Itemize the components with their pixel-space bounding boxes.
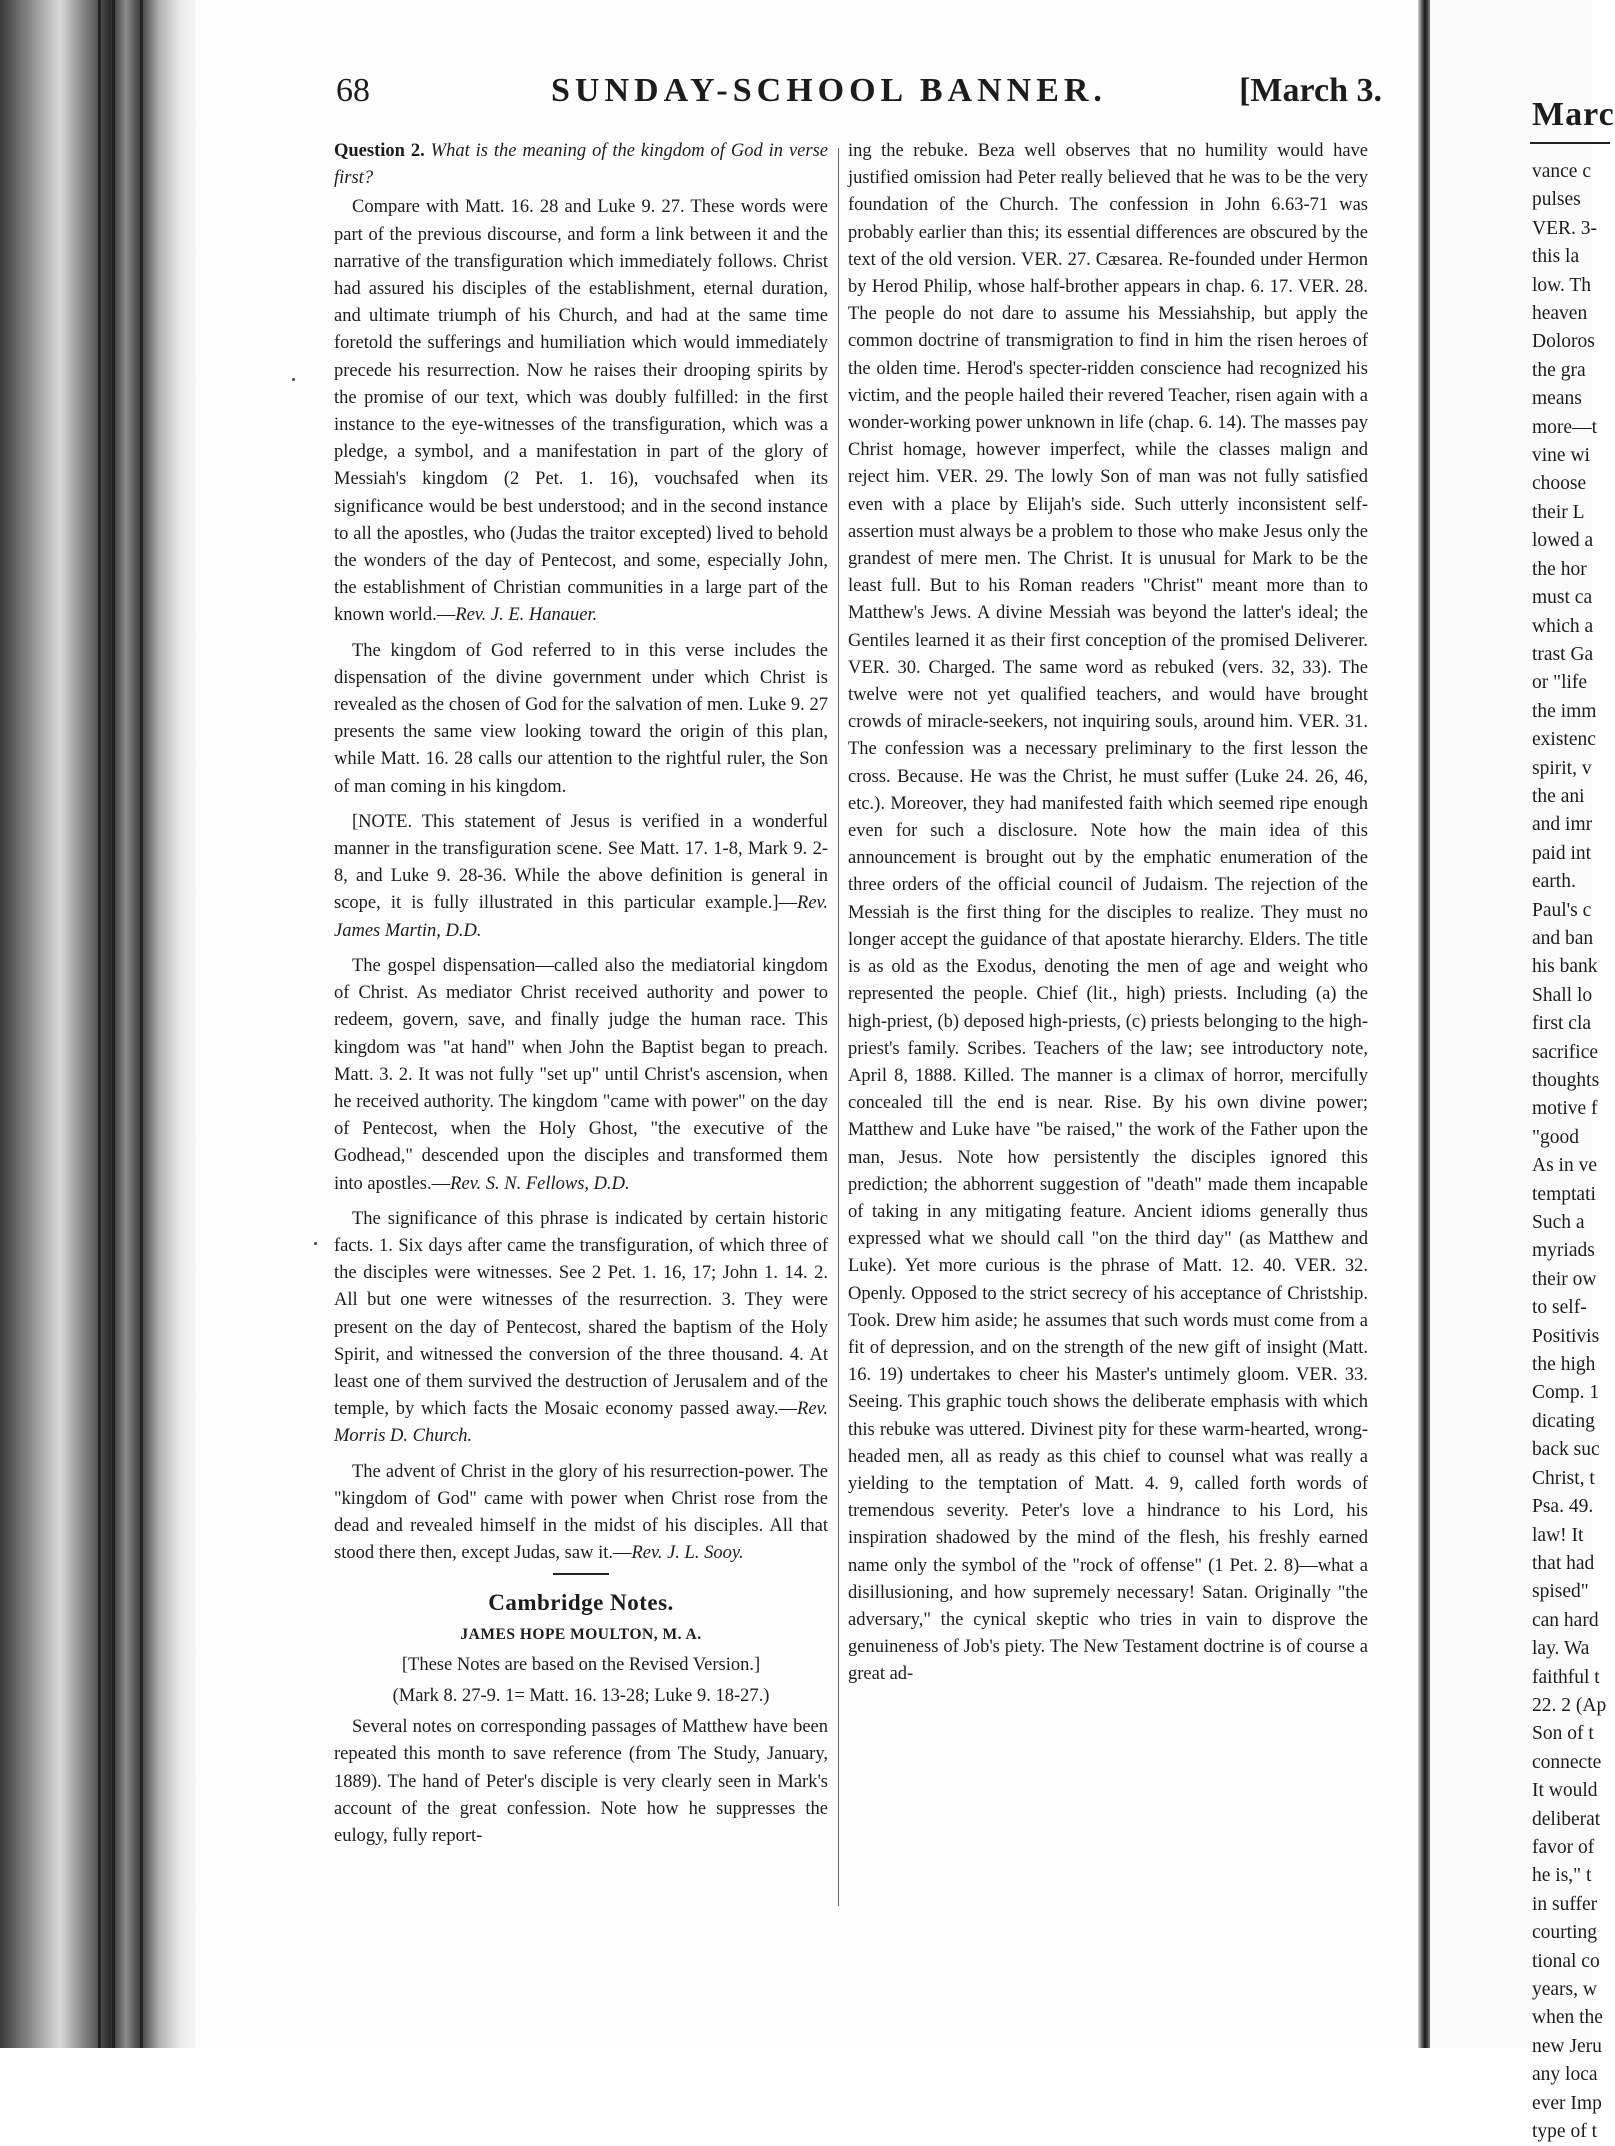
facing-line: to self- bbox=[1532, 1297, 1587, 1319]
facing-line: their L bbox=[1532, 501, 1585, 523]
issue-date: [March 3. bbox=[1239, 72, 1382, 109]
facing-line: the hor bbox=[1532, 558, 1587, 580]
facing-line: new Jeru bbox=[1532, 2035, 1602, 2057]
facing-text bbox=[1532, 158, 1606, 2146]
facing-line: tional co bbox=[1532, 1950, 1600, 1972]
facing-line: can hard bbox=[1532, 1609, 1599, 1631]
question-label: Question 2. bbox=[334, 141, 425, 161]
facing-line: Such a bbox=[1532, 1212, 1585, 1234]
facing-line: choose bbox=[1532, 473, 1587, 495]
page-number: 68 bbox=[336, 72, 370, 109]
facing-line: existenc bbox=[1532, 729, 1596, 751]
facing-line: Psa. 49. bbox=[1532, 1496, 1594, 1518]
print-speck bbox=[292, 378, 295, 381]
answer-author: Rev. Morris D. Church. bbox=[334, 1399, 828, 1447]
facing-line: the ani bbox=[1532, 785, 1585, 807]
facing-line: years, w bbox=[1532, 1979, 1597, 2000]
facing-line: It would bbox=[1532, 1780, 1598, 1802]
facing-line: lowed a bbox=[1532, 530, 1594, 552]
facing-line: Son of t bbox=[1532, 1723, 1594, 1745]
facing-line: trast Ga bbox=[1532, 643, 1594, 665]
column-divider bbox=[838, 148, 839, 1906]
print-speck bbox=[314, 1242, 317, 1245]
answer-paragraph: Compare with Matt. 16. 28 and Luke 9. 27. These words were part of the previous discourse, and form a link between it and the narrative of the transfiguration which immediately follows. Christ had assured his disciples of the establishment, eternal duration, and ultimate triumph of his Church, and had at the same time foretold the sufferings and humiliation which would immediately precede his resurrection. Now he raises their drooping spirits by the promise of our text, which was doubly fulfilled: in the first instance to the eye-witnesses of the transfiguration, which was a pledge, a symbol, and a manifestation in part of the glory of Messiah's kingdom (2 Pet. 1. 16), vouchsafed when its significance would be best understood; and in the second instance to all the apostles, who (Judas the traitor excepted) lived to behold the wonders of the day of Pentecost, and some, especially John, the establishment of Christian communities in a large part of the known world.—Rev. J. E. Hanauer. bbox=[334, 197, 828, 626]
page-gutter-shadow bbox=[1418, 0, 1430, 2048]
byline: JAMES HOPE MOULTON, M. A. bbox=[460, 1625, 702, 1643]
facing-line: dicating bbox=[1532, 1410, 1595, 1432]
answer-author: Rev. J. L. Sooy. bbox=[631, 1543, 744, 1564]
facing-line: faithful t bbox=[1532, 1666, 1600, 1688]
question-heading bbox=[334, 138, 828, 192]
facing-line: favor of bbox=[1532, 1836, 1595, 1858]
answer-paragraph: The advent of Christ in the glory of his resurrection-power. The "kingdom of God" came with power when Christ rose from the dead and revealed himself in the midst of his disciples. All that stood there then, except Judas, saw it.—Rev. J. L. Sooy. bbox=[334, 1461, 828, 1564]
facing-line: connecte bbox=[1532, 1751, 1602, 1773]
facing-page bbox=[1430, 0, 1615, 2143]
facing-line: Comp. 1 bbox=[1532, 1382, 1600, 1404]
answer-paragraph: The significance of this phrase is indicated by certain historic facts. 1. Six days after came the transfiguration, of which three of the disciples were witnesses. See 2 Pet. 1. 16, 17; John 1. 14. 2. All but one were witnesses of the resurrection. 3. They were present on the day of Pentecost, shared the baptism of the Holy Spirit, and witnessed the conversion of the three thousand. 4. At least one of them survived the destruction of Jerusalem and of the temple, by which facts the Mosaic economy passed away.—Rev. Morris D. Church. bbox=[334, 1208, 828, 1447]
facing-line: which a bbox=[1532, 615, 1594, 637]
section-divider bbox=[553, 1573, 609, 1575]
facing-line: law! It bbox=[1532, 1524, 1584, 1546]
facing-line: type of t bbox=[1532, 2121, 1597, 2143]
notes-continuation: ing the rebuke. Beza well observes that no humility would have justified omission had Peter really believed that he was to be the very foundation of the Church. The confession in John 6.63-71 was probably earlier than this; its essential differences are obscured by the text of the old version. VER. 27. Cæsarea. Re-founded under Hermon by Herod Philip, whose half-brother appears in chap. 6. 17. VER. 28. The people do not dare to assume his Messiahship, but apply the common doctrine of transmigration to find in him the risen heroes of the olden time. Herod's specter-ridden conscience had recognized his victim, and the people hailed their revered Teacher, risen again with a wonder-working power unknown in life (chap. 6. 14). The masses pay Christ homage, however imperfect, while the classes malign and reject him. VER. 29. The lowly Son of man was not fully satisfied even with a place by Elijah's side. Such utterly inconsistent self-assertion must always be a problem to those who make Jesus only the grandest of mere men. The Christ. It is unusual for Mark to be the least full. But to his Roman readers "Christ" meant more than to Matthew's Jews. A divine Messiah was beyond the latter's ideal; the Gentiles learned it as their first conception of the promised Deliverer. VER. 30. Charged. The same word as rebuked (vers. 32, 33). The twelve were not yet qualified teachers, and would have brought crowds of miracle-seekers, not inquiring souls, around him. VER. 31. The confession was a necessary preliminary to the first lesson the cross. Because. He was the Christ, he must suffer (Luke 24. 26, 46, etc.). Moreover, they had manifested faith which seemed ripe enough even for such a disclosure. Note how the main idea of this announcement is brought out by the emphatic enumeration of the three orders of the official council of Judaism. The rejection of the Messiah is the first thing for the disciples to realize. They must no longer accept the guidance of that apostate hierarchy. Elders. The title is as old as the Exodus, denoting the men of age and weight who represented the people. Chief (lit., high) priests. Including (a) the high-priest, (b) deposed high-priests, (c) priests belonging to the high-priest's family. Scribes. Teachers of the law; see introductory note, April 8, 1888. Killed. The manner is a climax of horror, mercifully concealed till the end is near. Rise. By his own divine power; Matthew and Luke have "be raised," the work of the Father upon the man, Jesus. Note how persistently the disciples ignored this prediction; the abhorrent suggestion of "death" made them incapable of taking in any mitigating feature. Ancient idioms generally thus expressed what we should call "on the third day" (as Matthew and Luke). Yet more curious is the phrase of Matt. 12. 40. VER. 32. Openly. Opposed to the strict secrecy of his acceptance of Christship. Took. Drew him aside; he assumes that such words must come from a fit of depression, and on the strength of the new gift of insight (Matt. 16. 19) undertakes to cheer his Master's untimely gloom. VER. 33. Seeing. This graphic touch shows the deliberate emphasis with which this rebuke was uttered. Divinest pity for these warm-hearted, wrong-headed men, all as ready as this chief to counsel what was really a yielding to the temptation of Matt. 4. 9, called forth words of tremendous severity. Peter's love a hindrance to his Lord, his inspiration shadowed by the mind of the flesh, his freshly earned name only the symbol of the "rock of offense" (1 Pet. 2. 8)—what a disillusioning, and how supremely necessary! Satan. Originally "the adversary," the cynical skeptic who tries in vain to disprove the genuineness of Job's piety. The New Testament doctrine is of course a great ad- bbox=[848, 141, 1368, 1685]
facing-line: Shall lo bbox=[1532, 984, 1593, 1006]
facing-line: means bbox=[1532, 388, 1582, 410]
facing-line: the gra bbox=[1532, 359, 1586, 381]
facing-line: VER. 3- bbox=[1532, 217, 1597, 239]
facing-line: spirit, v bbox=[1532, 757, 1592, 779]
facing-line: As in ve bbox=[1532, 1155, 1597, 1177]
facing-line: must ca bbox=[1532, 587, 1593, 609]
right-column bbox=[848, 138, 1368, 1689]
facing-line: spised" bbox=[1532, 1581, 1589, 1603]
left-column bbox=[334, 138, 828, 1850]
facing-line: pulses bbox=[1532, 189, 1581, 211]
answer-paragraph: The gospel dispensation—called also the mediatorial kingdom of Christ. As mediator Christ received authority and power to redeem, govern, save, and finally judge the human race. This kingdom was "at hand" when John the Baptist began to preach. Matt. 3. 2. It was not fully "set up" until Christ's ascension, when he received authority. The kingdom "came with power" on the day of Pentecost, when the Holy Ghost, "the executive of the Godhead," descended upon the disciples and transformed them into apostles.—Rev. S. N. Fellows, D.D. bbox=[334, 955, 828, 1194]
facing-line: vine wi bbox=[1532, 445, 1590, 467]
facing-line: his bank bbox=[1532, 956, 1598, 978]
facing-line: first cla bbox=[1532, 1013, 1592, 1035]
facing-line: he is," t bbox=[1532, 1865, 1592, 1887]
answer-author: Rev. J. E. Hanauer. bbox=[455, 605, 598, 626]
facing-line: Paul's c bbox=[1532, 899, 1592, 921]
facing-line: ever Imp bbox=[1532, 2092, 1602, 2114]
facing-line: thoughts bbox=[1532, 1070, 1600, 1091]
answer-author: Rev. James Martin, D.D. bbox=[334, 893, 828, 941]
facing-line: their ow bbox=[1532, 1268, 1597, 1290]
facing-line: and ban bbox=[1532, 927, 1594, 949]
facing-line: Christ, t bbox=[1532, 1467, 1595, 1489]
facing-line: temptati bbox=[1532, 1183, 1596, 1205]
facing-line: "good bbox=[1532, 1126, 1579, 1148]
notes-paragraph: Several notes on corresponding passages of Matthew have been repeated this month to save reference (from The Study, January, 1889). The hand of Peter's disciple is very clearly seen in Mark's account of the great confession. Note how he suppresses the eulogy, fully report- bbox=[334, 1717, 828, 1846]
facing-line: this la bbox=[1532, 246, 1580, 268]
facing-line: myriads bbox=[1532, 1240, 1595, 1262]
facing-line: earth. bbox=[1532, 871, 1576, 893]
facing-line: in suffer bbox=[1532, 1893, 1598, 1915]
facing-line: paid int bbox=[1532, 842, 1592, 864]
running-head bbox=[336, 72, 1382, 118]
facing-line: that had bbox=[1532, 1552, 1595, 1574]
facing-line: vance c bbox=[1532, 161, 1591, 182]
facing-line: or "life bbox=[1532, 672, 1588, 694]
facing-line: lay. Wa bbox=[1532, 1638, 1590, 1660]
facing-running-head: Marc bbox=[1532, 96, 1615, 133]
facing-line: and imr bbox=[1532, 814, 1593, 836]
facing-line: the high bbox=[1532, 1354, 1596, 1376]
facing-line: back suc bbox=[1532, 1439, 1600, 1461]
facing-line: 22. 2 (Ap bbox=[1532, 1694, 1607, 1716]
facing-line: sacrifice bbox=[1532, 1041, 1599, 1063]
notes-basis: [These Notes are based on the Revised Version.] bbox=[401, 1654, 761, 1675]
publication-title: SUNDAY-SCHOOL BANNER. bbox=[551, 72, 1107, 109]
question-text: What is the meaning of the kingdom of God in verse first? bbox=[334, 141, 829, 189]
facing-line: courting bbox=[1532, 1922, 1597, 1944]
book-binding-edge bbox=[0, 0, 196, 2048]
facing-line: the imm bbox=[1532, 700, 1597, 722]
passage-reference: (Mark 8. 27-9. 1= Matt. 16. 13-28; Luke 9. 18-27.) bbox=[392, 1685, 770, 1706]
facing-line: when the bbox=[1532, 2007, 1603, 2029]
facing-line: motive f bbox=[1532, 1098, 1598, 1120]
facing-line: deliberat bbox=[1532, 1808, 1601, 1830]
answer-paragraph: [NOTE. This statement of Jesus is verified in a wonderful manner in the transfiguration scene. See Matt. 17. 1-8, Mark 9. 2-8, and Luke 9. 28-36. While the above definition is general in scope, it is fully illustrated in this particular example.]—Rev. James Martin, D.D. bbox=[334, 811, 828, 941]
facing-line: Doloros bbox=[1532, 331, 1595, 353]
facing-line: low. Th bbox=[1532, 274, 1592, 296]
page-68 bbox=[196, 0, 1418, 2048]
answer-author: Rev. S. N. Fellows, D.D. bbox=[450, 1173, 630, 1194]
facing-line: heaven bbox=[1532, 303, 1588, 325]
facing-line: more—t bbox=[1532, 416, 1597, 438]
facing-line: Positivis bbox=[1532, 1325, 1600, 1347]
section-title: Cambridge Notes. bbox=[488, 1590, 674, 1616]
answer-paragraph: The kingdom of God referred to in this verse includes the dispensation of the divine government under which Christ is revealed as the chosen of God for the salvation of men. Luke 9. 27 presents the same view looking toward the origin of this plan, while Matt. 16. 28 calls our attention to the rightful ruler, the Son of man coming in his kingdom. bbox=[334, 640, 828, 797]
facing-line: any loca bbox=[1532, 2064, 1598, 2086]
facing-head-rule bbox=[1530, 142, 1610, 144]
